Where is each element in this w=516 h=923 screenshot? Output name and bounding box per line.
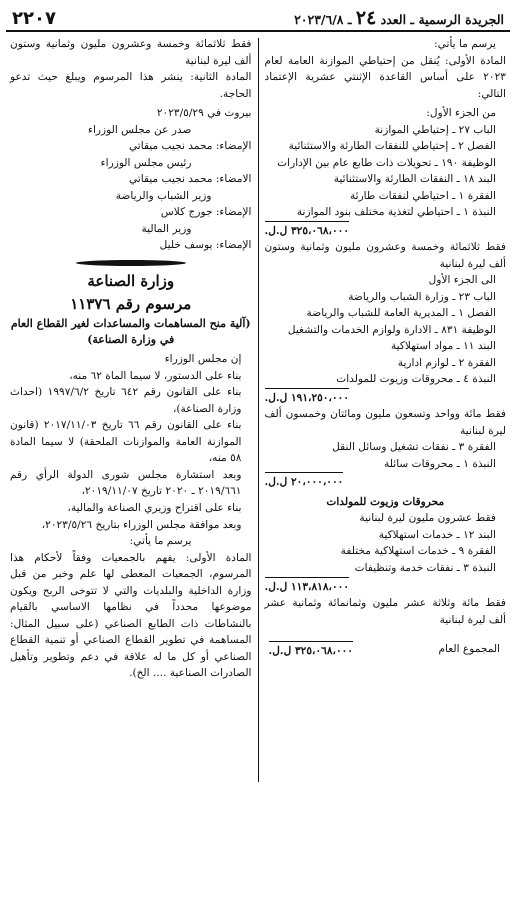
function-line: الوظيفة ١٩٠ ـ تحويلات ذات طابع عام بين الإدارات <box>277 156 496 169</box>
signature-1: الإمضاء: محمد نجيب ميقاتي <box>128 140 252 153</box>
item-line-3: البند ١٢ ـ خدمات استهلاكية <box>378 528 496 541</box>
gazette-title <box>294 7 504 29</box>
amount-value: ٣٢٥،٠٦٨،٠٠٠ ل.ل. <box>265 221 350 240</box>
page-header <box>6 6 510 32</box>
recital-6: وبعد موافقة مجلس الوزراء بتاريخ ٢٠٢٣/٥/٢٦، <box>41 518 242 531</box>
two-column-body <box>6 32 510 912</box>
ministry-title: وزارة الصناعة <box>87 271 175 290</box>
grand-total <box>265 641 507 660</box>
grand-total-value: ٣٢٥،٠٦٨،٠٠٠ ل.ل. <box>269 641 354 660</box>
article-one: المادة الأولى: يُنقل من إحتياطي الموازنة العامة لعام ٢٠٢٣ على أساس القاعدة الإثنتي عشرية الإعتماد التالي: <box>264 54 506 100</box>
paragraph-line-4: الفقرة ٩ ـ خدمات استهلاكية مختلفة <box>340 545 496 558</box>
chapter-line-2: الباب ٢٣ ـ وزارة الشباب والرياضة <box>348 290 496 303</box>
signature-2: الامضاء: محمد نجيب ميقاتي <box>128 173 252 186</box>
decree-number: مرسوم رقم ١١٣٧٦ <box>70 295 192 314</box>
issue-number: ٢٤ <box>355 7 377 29</box>
signatory-title-finance: وزير المالية <box>141 222 192 235</box>
to-part: الى الجزء الأول <box>428 274 496 287</box>
signatory-title-youth: وزير الشباب والرياضة <box>115 189 212 202</box>
article-two: المادة الثانية: ينشر هذا المرسوم ويبلغ حيث تدعو الحاجة. <box>10 71 252 100</box>
recital-2: بناء على القانون رقم ٦٤٢ تاريخ ١٩٩٧/٦/٢ (احداث وزارة الصناعة)، <box>10 386 242 415</box>
fuel-heading: محروقات وزيوت للمولدات <box>326 495 445 508</box>
issued-by: صدر عن مجلس الوزراء <box>88 123 192 136</box>
decree-intro: يرسم ما يأتي: <box>434 38 496 50</box>
amount-1-value: ١٩١،٢٥٠،٠٠٠ ل.ل. <box>265 388 350 407</box>
place-date: بيروت في ٢٠٢٣/٥/٢٩ <box>156 107 252 120</box>
amount-2-words: فقط عشرون مليون ليرة لبنانية <box>359 512 496 525</box>
amount-2 <box>265 472 507 491</box>
right-column <box>259 32 511 912</box>
function-line-2: الوظيفة ٨٣١ ـ الادارة ولوازم الخدمات والتشغيل <box>287 323 496 336</box>
recital-3: بناء على القانون رقم ٦٦ تاريخ ٢٠١٧/١١/٠٣ (قانون الموازنة العامة والموازنات الملحقة) لا سيما المادة ٥٨ منه، <box>10 419 242 465</box>
paragraph-line-2: الفقرة ٢ ـ لوازم ادارية <box>397 356 496 369</box>
item-line: البند ١٨ ـ النفقات الطارئة والاستثنائية <box>333 173 496 186</box>
signatory-title-pm: رئيس مجلس الوزراء <box>100 156 192 169</box>
council-intro: إن مجلس الوزراء <box>164 353 242 366</box>
amount-transfer <box>265 221 507 240</box>
subparagraph-line-4: النبذة ٣ ـ نفقات خدمة وتنظيفات <box>354 561 496 574</box>
paragraph-line-3: الفقرة ٣ ـ نفقات تشغيل وسائل النقل <box>332 441 496 454</box>
item-line-2: البند ١١ ـ مواد استهلاكية <box>390 340 496 353</box>
grand-total-label: المجموع العام <box>438 643 500 656</box>
column-divider <box>258 38 259 782</box>
amount-1-words: فقط مائة وواحد وتسعون مليون ومائتان وخمسون ألف ليرة لبنانية <box>264 408 506 437</box>
subparagraph-line-2: النبذة ٤ ـ محروقات وزيوت للمولدات <box>336 373 496 386</box>
issue-date: ـ ٢٠٢٣/٦/٨ <box>294 12 352 27</box>
section-line-2: الفصل ١ ـ المديرية العامة للشباب والرياضة <box>306 307 496 320</box>
section-separator <box>10 260 252 266</box>
decree-formula: يرسم ما يأتي: <box>129 535 192 548</box>
total-in-words: فقط ثلاثمائة وخمسة وعشرون مليون وثمانية وستون ألف ليرة لبنانية <box>10 38 252 67</box>
signature-4: الإمضاء: يوسف خليل <box>159 239 252 252</box>
decree-subject: (آلية منح المساهمات والمساعدات لغير القطاع العام في وزارة الصناعة) <box>10 317 251 347</box>
amount-3 <box>265 577 507 596</box>
section-line: الفصل ٢ ـ إحتياطي للنفقات الطارئة والاستثنائية <box>288 140 496 153</box>
subparagraph-line-3: النبذة ١ ـ محروقات سائلة <box>384 457 496 470</box>
amount-1 <box>265 388 507 407</box>
chapter-line: الباب ٢٧ ـ إحتياطي الموازنة <box>374 123 496 136</box>
amount-3-value: ١١٣،٨١٨،٠٠٠ ل.ل. <box>265 577 350 596</box>
amount-2-value: ٢٠،٠٠٠،٠٠٠ ل.ل. <box>265 472 344 491</box>
recital-5: بناء على اقتراح وزيري الصناعة والمالية، <box>67 502 242 514</box>
gazette-name: الجريدة الرسمية ـ العدد <box>380 12 504 27</box>
signature-3: الإمضاء: جورج كلاس <box>160 206 252 219</box>
recital-1: بناء على الدستور، لا سيما الماة ٦٢ منه، <box>69 369 242 382</box>
amount-3-words: فقط مائة وثلاثة عشر مليون وثمانمائة وثمانية عشر ألف ليرة لبنانية <box>264 597 506 626</box>
from-part: من الجزء الأول: <box>426 107 496 120</box>
paragraph-line: الفقرة ١ ـ احتياطي لنفقات طارئة <box>349 189 496 202</box>
recital-4: وبعد استشارة مجلس شورى الدولة الرأي رقم ٢٠١٩/٦٦١ ـ ٢٠٢٠ تاريخ ٢٠١٩/١١/٠٧، <box>10 468 242 498</box>
left-column <box>6 32 258 912</box>
amount-in-words: فقط ثلاثمائة وخمسة وعشرون مليون وثمانية وستون ألف ليرة لبنانية <box>264 241 506 270</box>
decree-article-one: المادة الأولى: يفهم بالجمعيات وفقاً لأحكام هذا المرسوم، الجمعيات المعطى لها علم وخبر من قبل وزارة الداخلية والبلديات والتي لا تتوخى الربح ويكون موضوعها محدداً في نظامها الاساسي بالقيام بالنشاطات ذات الطابع الصناعي (على سبيل المثال: المساهمة في تطوير القطاع الصناعي أو تنمية القطاع الصناعي أو كل ما له علاقة في دعم وتطوير وتأهيل الصادرات الصناعية .... الخ). <box>10 551 252 680</box>
page-number: ٢٢٠٧ <box>12 7 56 29</box>
subparagraph-line: النبذة ١ ـ احتياطي لتغذية مختلف بنود الموازنة <box>296 206 496 219</box>
